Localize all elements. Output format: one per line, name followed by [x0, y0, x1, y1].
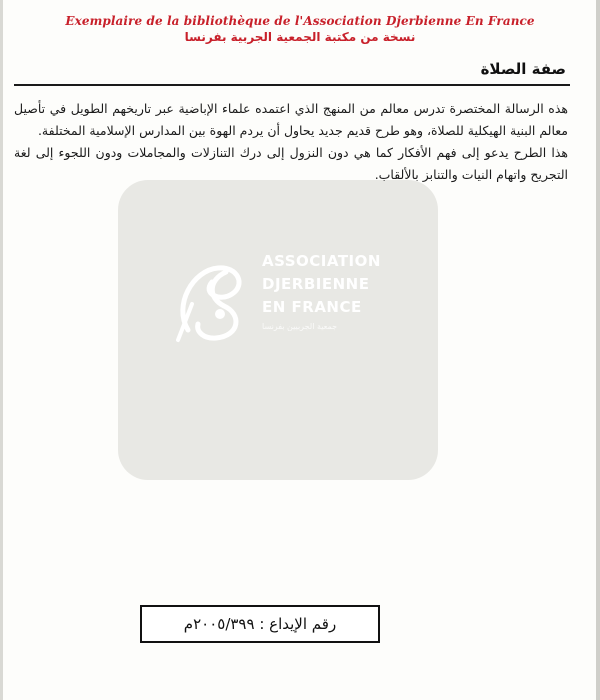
scan-edge-right [596, 0, 600, 700]
watermark-text [262, 250, 422, 319]
watermark-line-3: EN FRANCE [262, 298, 362, 316]
library-header-french: Exemplaire de la bibliothèque de l'Association Djerbienne En France [65, 14, 535, 28]
association-logo-icon [168, 250, 258, 350]
description-paragraph-2: هذا الطرح يدعو إلى فهم الأفكار كما هي دون النزول إلى درك التنازلات والمجاملات ودون اللجوء إلى لغة التجريح واتهام النيات والتنابز بالألقاب. [14, 145, 568, 182]
description-paragraph-1: هذه الرسالة المختصرة تدرس معالم من المنهج الذي اعتمده علماء الإباضية عبر تاريخهم الطويل في تأصيل معالم البنية الهيكلية للصلاة، وهو طرح قديم جديد يحاول أن يردم الهوة بين المدارس الإسلامية المختلفة. [14, 101, 568, 138]
section-title: صفة الصلاة [480, 60, 566, 78]
watermark-line-1: ASSOCIATION [262, 252, 381, 270]
scan-edge-left [0, 0, 3, 700]
description-text [14, 98, 568, 186]
legal-deposit-box [140, 605, 380, 643]
watermark-line-2: DJERBIENNE [262, 275, 370, 293]
library-header-arabic: نسخة من مكتبة الجمعية الجربية بفرنسا [184, 30, 416, 44]
watermark-tagline: جمعية الجربيين بفرنسا [262, 322, 338, 331]
legal-deposit-number: رقم الإيداع : ٢٠٠٥/٣٩٩م [183, 615, 337, 633]
title-divider [14, 84, 570, 86]
